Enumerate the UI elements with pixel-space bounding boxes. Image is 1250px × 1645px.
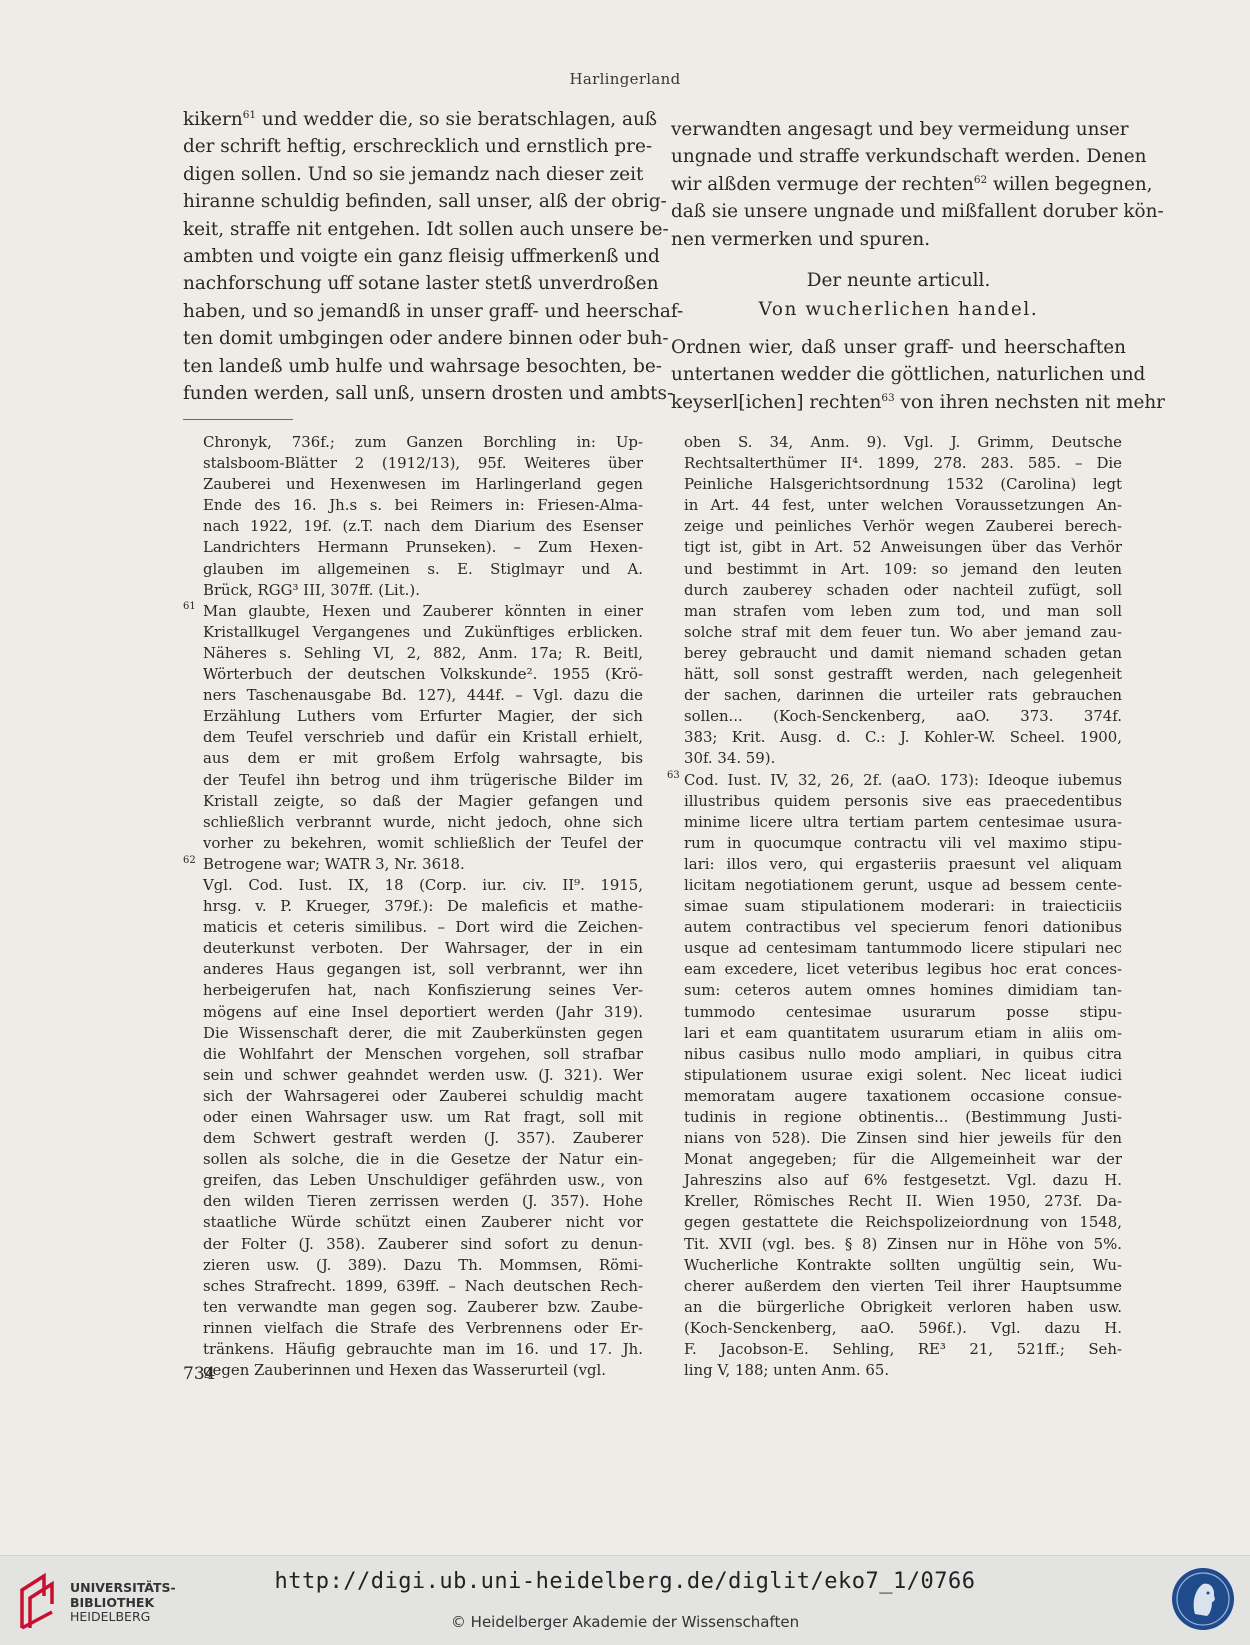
left-body-line: nachforschung uff sotane laster stetß unverdroßen [183,273,659,295]
right-footnote-line: ling V, 188; unten Anm. 65. [684,1361,890,1380]
footnote-separator [183,419,293,420]
left-footnote-line: Wörterbuch der deutschen Volkskunde². 1955 (Krö- [203,665,643,684]
right-footnote-line: simae suam stipulationem moderari: in traiecticiis [684,897,1122,916]
right-footnote-line: Peinliche Halsgerichtsordnung 1532 (Carolina) legt [684,475,1122,494]
left-footnote-line: stalsboom-Blätter 2 (1912/13), 95f. Weiteres über [203,454,643,473]
right-body-line: verwandten angesagt und bey vermeidung unser [671,119,1129,140]
left-footnote-line: sches Strafrecht. 1899, 639ff. – Nach deutschen Rech- [203,1276,643,1295]
left-footnote-line: gegen Zauberinnen und Hexen das Wasserurteil (vgl. [203,1361,607,1380]
right-footnote-line: gegen gestattete die Reichspolizeiordnung von 1548, [684,1213,1122,1232]
left-footnote-line: Vgl. Cod. Iust. IX, 18 (Corp. iur. civ. II⁹. 1915, [203,875,643,894]
right-footnote-line: oben S. 34, Anm. 9). Vgl. J. Grimm, Deutsche [684,433,1122,451]
right-body-line: keyserl[ichen] rechten$^{63}$ von ihren nechsten nit mehr [671,391,1165,413]
right-footnote-line: eam excedere, licet veteribus legibus hoc erat conces- [684,960,1122,979]
left-footnote-line: sich der Wahrsagerei oder Zauberei schuldig macht [203,1086,643,1105]
right-body-paragraph-1 [671,116,1164,253]
right-footnote-line: und bestimmt in Art. 109: so jemand den leuten [684,559,1122,578]
left-footnote-line: rinnen vielfach die Strafe des Verbrennens oder Er- [203,1318,643,1337]
right-footnote-line: Jahreszins also auf 6% festgesetzt. Vgl. dazu H. [684,1171,1122,1190]
right-footnote-line: in Art. 44 fest, unter welchen Voraussetzungen An- [684,496,1122,515]
left-footnote-line: die Wohlfahrt der Menschen vorgehen, soll strafbar [203,1044,643,1063]
left-footnote-line: oder einen Wahrsager usw. um Rat fragt, soll mit [203,1108,643,1126]
right-footnote-line: Kreller, Römisches Recht II. Wien 1950, 273f. Da- [684,1192,1122,1211]
left-body-line: haben, und so jemandß in unser graff- und heerschaf- [183,300,684,322]
right-body-line: Ordnen wier, daß unser graff- und heerschaften [671,336,1126,358]
left-body-line: ten landeß umb hulfe und wahrsage besochten, be- [183,355,662,377]
left-footnote-line: hrsg. v. P. Krueger, 379f.): De maleficis et mathe- [203,897,643,916]
right-body-line: ungnade und straffe verkundschaft werden. Denen [671,146,1147,168]
left-footnote-line: aus dem er mit großem Erfolg wahrsagte, bis [203,749,643,768]
right-footnote-line: licitam negotiationem gerunt, usque ad bessem cente- [684,875,1122,894]
right-footnote-line: memoratam augere taxationem occasione consue- [684,1086,1122,1105]
right-footnote-line: 30f. 34. 59). [684,749,776,768]
left-footnote-line: tränkens. Häufig gebrauchte man im 16. und 17. Jh. [203,1340,643,1359]
right-footnote-line: sollen... (Koch-Senckenberg, aaO. 373. 374f. [684,707,1122,726]
left-footnote-line: zieren usw. (J. 389). Dazu Th. Mommsen, Römi- [203,1255,643,1274]
left-footnote-line: maticis et ceteris similibus. – Dort wird die Zeichen- [203,918,643,937]
left-footnote-line: Kristall zeigte, so daß der Magier gefangen und [203,791,643,810]
left-footnote-line: Erzählung Luthers vom Erfurter Magier, der sich [203,707,643,726]
library-name-line-2: BIBLIOTHEK [70,1594,155,1610]
left-footnote-line: Brück, RGG³ III, 307ff. (Lit.). [203,580,420,599]
section-heading-title: Von wucherlichen handel. [758,299,1039,321]
footnote-marker-62: 62 [183,855,196,866]
right-footnote-line: solche straf mit dem feuer tun. Wo aber jemand zau- [684,622,1122,641]
right-footnote-line: tigt ist, gibt in Art. 52 Anweisungen über das Verhör [684,538,1122,557]
right-body-line: nen vermerken und spuren. [671,228,931,250]
left-body-line: kikern$^{61}$ und wedder die, so sie beratschlagen, auß [183,109,658,130]
right-footnote-line: man strafen vom leben zum tod, und man soll [684,601,1122,620]
left-footnote-line: der Folter (J. 358). Zauberer sind sofort zu denun- [203,1234,643,1253]
right-footnote-line: lari: illos vero, qui ergasteriis praesunt vel aliquam [684,854,1122,873]
left-footnote-line: Die Wissenschaft derer, die mit Zauberkünsten gegen [203,1023,643,1042]
left-body-line: der schrift heftig, erschrecklich und ernstlich pre- [183,136,653,158]
page-number: 734 [183,1364,216,1384]
right-body-column [671,116,1165,416]
right-footnote-line: nians von 528). Die Zinsen sind hier jeweils für den [684,1129,1122,1148]
footnote-marker-63: 63 [667,770,680,781]
copyright-notice: © Heidelberger Akademie der Wissenschaften [450,1613,800,1631]
right-footnote-line: stipulationem usurae exigi solent. Nec liceat iudici [684,1065,1122,1084]
right-footnote-line: (Koch-Senckenberg, aaO. 596f.). Vgl. dazu H. [684,1318,1122,1337]
left-footnote-line: den wilden Tieren zerrissen werden (J. 357). Hohe [203,1192,643,1211]
left-footnote-line: anderes Haus gegangen ist, soll verbrannt, wer ihn [203,960,643,979]
right-footnote-line: nibus casibus nullo modo ampliari, in quibus citra [684,1044,1122,1063]
left-body-line: hiranne schuldig befinden, sall unser, alß der obrig- [183,191,667,213]
left-footnote-line: Zauberei und Hexenwesen im Harlingerland gegen [203,475,643,494]
left-footnote-line: mögens auf eine Insel deportiert werden (Jahr 319). [203,1002,643,1021]
left-body-line: ten domit umbgingen oder andere binnen oder buh- [183,328,669,350]
right-footnote-line: Cod. Iust. IV, 32, 26, 2f. (aaO. 173): Ideoque iubemus [684,770,1122,789]
left-footnote-line: dem Teufel verschrieb und dafür ein Kristall erhielt, [203,728,643,747]
left-footnote-line: ten verwandte man gegen sog. Zauberer bzw. Zaube- [203,1297,643,1316]
right-footnote-line: sum: ceteros autem omnes homines dimidiam tan- [684,981,1122,1000]
right-footnote-line: illustribus quidem personis sive eas praecedentibus [684,791,1122,810]
right-body-paragraph-2 [671,334,1165,416]
left-footnote-line: staatliche Würde schützt einen Zauberer nicht vor [203,1213,643,1232]
left-footnote-line: Ende des 16. Jh.s s. bei Reimers in: Friesen-Alma- [203,496,643,515]
right-footnote-line: tummodo centesimae usurarum posse stipu- [684,1002,1122,1021]
left-footnote-line: deuterkunst verboten. Der Wahrsager, der in ein [203,939,643,958]
right-footnote-line: berey gebraucht und damit niemand schaden getan [684,643,1122,662]
running-head: Harlingerland [569,70,681,88]
left-footnote-line: Landrichters Hermann Prunseken). – Zum Hexen- [203,538,643,557]
right-footnote-line: tudinis in regione obtinentis... (Bestimmung Justi- [684,1108,1122,1126]
left-body-column [183,106,684,407]
permalink-url[interactable]: http://digi.ub.uni-heidelberg.de/diglit/eko7_1/0766 [274,1569,976,1594]
right-footnote-line: minime licere ultra tertiam partem centesimae usura- [684,812,1122,831]
right-body-line: untertanen wedder die göttlichen, naturlichen und [671,364,1146,386]
right-footnote-line: 383; Krit. Ausg. d. C.: J. Kohler-W. Scheel. 1900, [684,728,1122,747]
left-footnote-line: glauben im allgemeinen s. E. Stiglmayr und A. [203,559,643,578]
left-footnote-line: ners Taschenausgabe Bd. 127), 444f. – Vgl. dazu die [203,686,643,705]
left-footnote-line: dem Schwert gestraft werden (J. 357). Zauberer [203,1129,643,1148]
left-footnote-line: Chronyk, 736f.; zum Ganzen Borchling in: Up- [203,433,643,451]
right-body-line: daß sie unsere ungnade und mißfallent doruber kön- [671,201,1164,223]
left-body-line: ambten und voigte ein ganz fleisig uffmerkenß und [183,245,660,267]
right-footnote-line: hätt, soll sonst gestrafft werden, nach gelegenheit [684,665,1122,684]
right-footnote-line: an die bürgerliche Obrigkeit verloren haben usw. [684,1297,1122,1316]
right-footnote-line: autem contractibus vel specierum fenori dationibus [684,918,1122,937]
left-body-line: funden werden, sall unß, unsern drosten und ambts- [183,382,674,404]
right-footnote-line: F. Jacobson-E. Sehling, RE³ 21, 521ff.; Seh- [684,1340,1122,1359]
left-footnote-line: schließlich verbrannt wurde, nicht jedoch, ohne sich [203,812,643,831]
right-footnote-line: rum in quocumque contractu vili vel maximo stipu- [684,833,1122,852]
right-footnote-line: cherer außerdem den vierten Teil ihrer Hauptsumme [684,1276,1122,1295]
left-body-line: digen sollen. Und so sie jemandz nach dieser zeit [183,163,644,185]
right-footnote-line: Monat angegeben; für die Allgemeinheit war der [684,1150,1122,1169]
left-footnote-line: Kristallkugel Vergangenes und Zukünftiges erblicken. [203,622,643,641]
right-footnote-line: usque ad centesimam tantummodo licere stipulari nec [684,939,1122,958]
right-footnote-line: lari et eam quantitatem usurarum etiam in aliis om- [684,1023,1122,1042]
left-footnote-line: greifen, das Leben Unschuldiger gefährden usw., von [203,1171,643,1190]
right-footnote-line: der sachen, darinnen die urteiler rats gebrauchen [684,686,1122,705]
left-footnote-line: der Teufel ihn betrog und ihm trügerische Bilder im [203,770,643,789]
left-footnote-line: nach 1922, 19f. (z.T. nach dem Diarium des Esenser [203,517,643,536]
left-footnote-line: Man glaubte, Hexen und Zauberer könnten in einer [203,601,643,620]
library-name-line-1: UNIVERSITÄTS- [70,1580,176,1595]
right-footnote-line: durch zauberey schaden oder nachteil zufügt, soll [684,580,1122,599]
left-footnote-line: vorher zu bekehren, womit schließlich der Teufel der [203,833,643,852]
viewer-footer [0,1555,1250,1645]
left-body-line: keit, straffe nit entgehen. Idt sollen auch unsere be- [183,218,669,240]
left-footnote-line: Betrogene war; WATR 3, Nr. 3618. [203,854,465,873]
left-footnote-line: sein und schwer geahndet werden usw. (J. 321). Wer [203,1065,643,1084]
right-footnote-line: Tit. XVII (vgl. bes. § 8) Zinsen nur in Höhe von 5%. [684,1234,1122,1253]
left-footnotes-column [203,432,643,1381]
library-name-line-3: HEIDELBERG [70,1609,151,1624]
right-footnote-line: zeige und peinliches Verhör wegen Zauberei berech- [684,517,1122,536]
left-footnote-line: sollen als solche, die in die Gesetze der Natur ein- [203,1150,643,1169]
footnote-marker-61: 61 [183,601,196,612]
right-footnotes-column [684,432,1122,1381]
right-footnote-line: Rechtsalterthümer II⁴. 1899, 278. 283. 585. – Die [684,454,1122,473]
right-body-line: wir alßden vermuge der rechten$^{62}$ willen begegnen, [671,173,1153,195]
academy-seal-icon[interactable] [1170,1566,1236,1632]
left-footnote-line: Näheres s. Sehling VI, 2, 882, Anm. 17a; R. Beitl, [203,643,643,662]
left-footnote-line: herbeigerufen hat, nach Konfiszierung seines Ver- [203,981,643,1000]
right-footnote-line: Wucherliche Kontrakte sollten ungültig sein, Wu- [684,1255,1122,1274]
section-heading-number: Der neunte articull. [806,269,991,291]
